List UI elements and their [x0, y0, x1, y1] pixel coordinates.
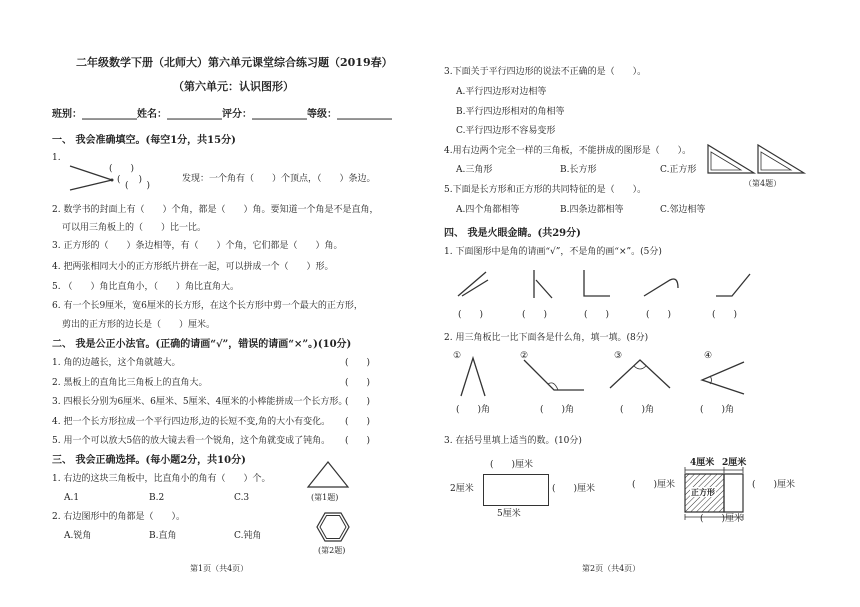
shape-1-answer: ( ) — [458, 310, 484, 320]
s3-q2-opt-b: B.直角 — [149, 531, 177, 541]
s1-q3: 3. 正方形的（ ）条边相等，有（ ）个角，它们都是（ ）角。 — [52, 241, 343, 251]
angle-mark-3: ③ — [614, 351, 623, 361]
p2-q3-opt-b: B.平行四边形相对的角相等 — [456, 107, 565, 117]
angle-mark-2: ② — [520, 351, 529, 361]
rect1-bottom-label: 5厘米 — [497, 509, 521, 519]
s2-answer-4: ( ) — [345, 417, 371, 427]
page-2-footer: 第2页（共4页） — [582, 564, 641, 573]
s4-q2: 2. 用三角板比一比下面各是什么角，填一填。(8分) — [444, 333, 649, 343]
s3-q2-caption: (第2题) — [318, 546, 346, 555]
s3-q2-opt-c: C.钝角 — [234, 531, 262, 541]
angle-1-acute — [458, 356, 488, 398]
p2-q5-opt-c: C.邻边相等 — [660, 205, 706, 215]
s1-q6-line2: 剪出的正方形的边长是（ ）厘米。 — [62, 320, 216, 330]
p2-q4-opt-a: A.三角形 — [456, 165, 493, 175]
s2-answer-5: ( ) — [345, 436, 371, 446]
s3-q1-opt-a: A.1 — [64, 493, 80, 503]
s2-item-1: 1. 角的边越长，这个角就越大。 — [52, 358, 181, 368]
s2-answer-1: ( ) — [345, 358, 371, 368]
page-1-footer: 第1页（共4页） — [190, 564, 249, 573]
s2-answer-2: ( ) — [345, 378, 371, 388]
rect2-square-label: 正方形 — [691, 487, 715, 497]
s4-q3: 3. 在括号里填上适当的数。(10分) — [444, 436, 582, 446]
angle-mark-4: ④ — [704, 351, 713, 361]
shape-5-obtuse-angle — [712, 270, 752, 300]
s1-q6-line1: 6. 有一个长9厘米，宽6厘米的长方形，在这个长方形中剪一个最大的正方形， — [52, 301, 363, 311]
s3-q2-opt-a: A.锐角 — [64, 531, 92, 541]
s1-q2-line1: 2. 数学书的封面上有（ ）个角，都是（ ）角。要知道一个角是不是直角， — [52, 205, 379, 215]
page-title: 二年级数学下册（北师大）第六单元课堂综合练习题（2019春） — [76, 56, 393, 69]
s3-q1-caption: (第1题) — [311, 493, 339, 502]
rect2-top-label-b: 2厘米 — [722, 458, 747, 468]
p2-q4-caption: （第4题） — [744, 179, 782, 188]
rect2-right-blank: ( )厘米 — [752, 480, 796, 490]
rect1-figure — [483, 474, 549, 506]
p2-q4-opt-b: B.长方形 — [560, 165, 597, 175]
section-1-heading: 一、 我会准确填空。(每空1分，共15分) — [52, 135, 236, 146]
s3-q1: 1. 右边的这块三角板中，比直角小的角有（ ）个。 — [52, 474, 271, 484]
section-2-heading: 二、 我是公正小法官。(正确的请画“√”，错误的请画“×”。)(10分) — [52, 339, 352, 350]
rect1-right-blank: ( )厘米 — [552, 484, 596, 494]
angle-4-answer: ( )角 — [700, 405, 735, 415]
angle-4-acute — [698, 360, 746, 396]
s2-item-4: 4. 把一个长方形拉成一个平行四边形,边的长短不变,角的大小有变化。 — [52, 417, 331, 427]
angle-blank-bottom: ( ) — [125, 181, 151, 191]
s2-item-5: 5. 用一个可以放大5倍的放大镜去看一个锐角，这个角就变成了钝角。 — [52, 436, 331, 446]
angle-2-answer: ( )角 — [540, 405, 575, 415]
rect2-left-blank: ( )厘米 — [632, 480, 676, 490]
s3-q1-opt-b: B.2 — [149, 493, 165, 503]
shape-2-answer: ( ) — [522, 310, 548, 320]
s1-q5: 5. （ ）角比直角小，（ ）角比直角大。 — [52, 282, 239, 292]
rect2-bottom-blank: ( )厘米 — [700, 514, 744, 524]
rect1-top-blank: ( )厘米 — [490, 460, 534, 470]
section-4-heading: 四、 我是火眼金睛。(共29分) — [444, 228, 581, 239]
shape-3-right-angle — [580, 268, 614, 300]
shape-3-answer: ( ) — [584, 310, 610, 320]
shape-1-open-lines — [456, 270, 490, 300]
angle-blank-top: ( ) — [109, 164, 135, 174]
s4-q1: 1. 下面图形中是角的请画“√”，不是角的画“×”。(5分) — [444, 247, 662, 257]
student-info-line: 班别：___________姓名：___________评分：___________等级：___________ — [52, 109, 392, 120]
p2-q3-opt-a: A.平行四边形对边相等 — [456, 87, 547, 97]
s1-q4: 4. 把两张相同大小的正方形纸片拼在一起，可以拼成一个（ ）形。 — [52, 262, 334, 272]
p2-q5-opt-b: B.四条边都相等 — [560, 205, 624, 215]
s2-item-2: 2. 黑板上的直角比三角板上的直角大。 — [52, 378, 208, 388]
angle-2-obtuse — [520, 358, 586, 394]
shape-4-answer: ( ) — [646, 310, 672, 320]
s3-q2: 2. 右边图形中的角都是（ ）。 — [52, 512, 185, 522]
s1-q1-number: 1. — [52, 153, 61, 163]
triangle-ruler-figure — [306, 460, 350, 488]
s2-item-3: 3. 四根长分别为6厘米、6厘米、5厘米、4厘米的小棒能拼成一个长方形。 — [52, 397, 348, 407]
s3-q1-opt-c: C.3 — [234, 493, 250, 503]
page-subtitle: （第六单元：认识图形） — [173, 80, 294, 93]
shape-5-answer: ( ) — [712, 310, 738, 320]
hexagon-figure — [316, 512, 350, 542]
two-triangle-rulers-figure — [706, 141, 806, 175]
p2-q3: 3.下面关于平行四边形的说法不正确的是（ ）。 — [444, 67, 647, 77]
rect2-top-label-a: 4厘米 — [690, 458, 715, 468]
s2-answer-3: ( ) — [345, 397, 371, 407]
p2-q4-opt-c: C.正方形 — [660, 165, 697, 175]
s1-q1-text: 发现：一个角有（ ）个顶点，（ ）条边。 — [182, 174, 376, 184]
shape-2-crossed-lines — [528, 268, 556, 300]
p2-q3-opt-c: C.平行四边形不容易变形 — [456, 126, 556, 136]
p2-q5: 5.下面是长方形和正方形的共同特征的是（ ）。 — [444, 185, 647, 195]
section-3-heading: 三、 我会正确选择。(每小题2分，共10分) — [52, 455, 246, 466]
angle-3-answer: ( )角 — [620, 405, 655, 415]
shape-4-curved-line — [642, 272, 682, 300]
angle-1-answer: ( )角 — [456, 405, 491, 415]
p2-q4: 4.用右边两个完全一样的三角板，不能拼成的图形是（ ）。 — [444, 146, 692, 156]
s1-q2-line2: 可以用三角板上的（ ）比一比。 — [62, 223, 207, 233]
angle-mark-1: ① — [453, 351, 462, 361]
angle-blank-vertex: ( ) — [117, 175, 143, 185]
angle-3-right — [608, 356, 672, 392]
p2-q5-opt-a: A.四个角都相等 — [456, 205, 520, 215]
rect1-left-label: 2厘米 — [450, 484, 474, 494]
